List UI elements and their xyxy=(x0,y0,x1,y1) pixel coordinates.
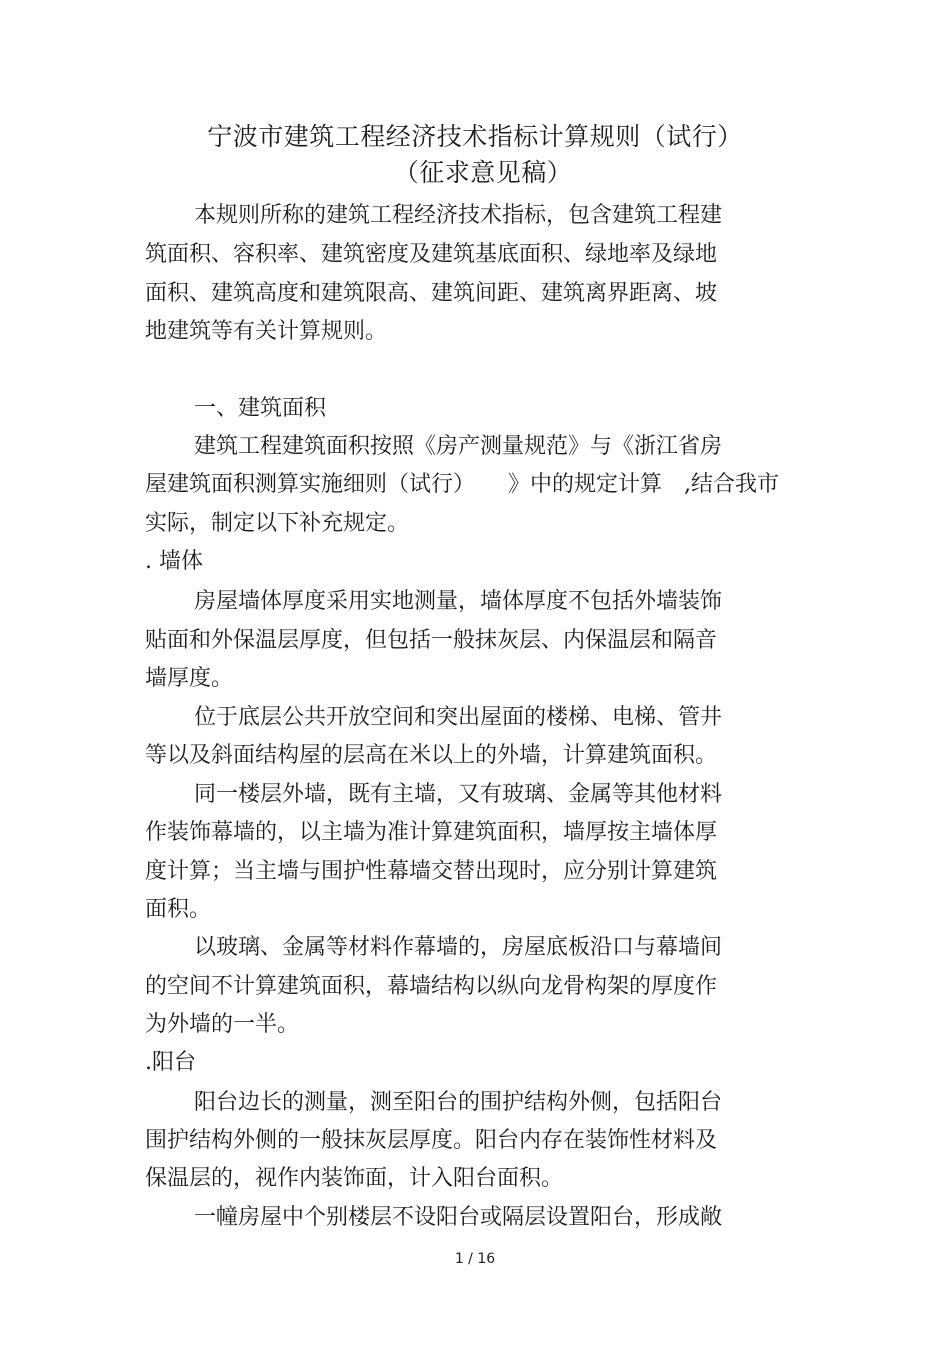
paragraph-line: 房屋墙体厚度采用实地测量，墙体厚度不包括外墙装饰 xyxy=(194,589,723,614)
paragraph-line: 建筑工程建筑面积按照《房产测量规范》与《浙江省房 xyxy=(194,434,723,459)
section-heading: 一、建筑面积 xyxy=(194,396,327,421)
paragraph-line: 位于底层公共开放空间和突出屋面的楼梯、电梯、管井 xyxy=(194,705,723,730)
page-number: 1 / 16 xyxy=(454,1251,496,1267)
paragraph-line: 作装饰幕墙的，以主墙为准计算建筑面积，墙厚按主墙体厚 xyxy=(145,820,718,845)
paragraph-line: 保温层的，视作内装饰面，计入阳台面积。 xyxy=(145,1166,564,1191)
document-subtitle: （征求意见稿） xyxy=(393,158,573,187)
paragraph-line: 同一楼层外墙，既有主墙，又有玻璃、金属等其他材料 xyxy=(194,782,723,807)
intro-line: 本规则所称的建筑工程经济技术指标，包含建筑工程建 xyxy=(194,203,723,228)
paragraph-line: 以玻璃、金属等材料作幕墙的，房屋底板沿口与幕墙间 xyxy=(194,935,723,960)
paragraph-line: 度计算；当主墙与围护性幕墙交替出现时，应分别计算建筑 xyxy=(145,859,718,884)
paragraph-line: 一幢房屋中个别楼层不设阳台或隔层设置阳台，形成敞 xyxy=(194,1205,723,1230)
paragraph-line: 贴面和外保温层厚度，但包括一般抹灰层、内保温层和隔音 xyxy=(145,628,718,653)
paragraph-line: 围护结构外侧的一般抹灰层厚度。阳台内存在装饰性材料及 xyxy=(145,1128,718,1153)
intro-line: 地建筑等有关计算规则。 xyxy=(145,319,388,344)
paragraph-line: 面积。 xyxy=(145,897,212,922)
paragraph-line: 墙厚度。 xyxy=(145,666,234,691)
intro-line: 筑面积、容积率、建筑密度及建筑基底面积、绿地率及绿地 xyxy=(145,242,718,267)
subsection-heading: .阳台 xyxy=(145,1050,196,1075)
paragraph-line: 为外墙的一半。 xyxy=(145,1012,300,1037)
paragraph-line: 的空间不计算建筑面积，幕墙结构以纵向龙骨构架的厚度作 xyxy=(145,974,718,999)
paragraph-line: 等以及斜面结构屋的层高在米以上的外墙，计算建筑面积。 xyxy=(145,743,718,768)
intro-line: 面积、建筑高度和建筑限高、建筑间距、建筑离界距离、坡 xyxy=(145,281,718,306)
document-title: 宁波市建筑工程经济技术指标计算规则（试行） xyxy=(207,122,743,151)
paragraph-line: 阳台边长的测量，测至阳台的围护结构外侧，包括阳台 xyxy=(194,1090,723,1115)
paragraph-line: 实际，制定以下补充规定。 xyxy=(145,511,410,536)
subsection-heading: . 墙体 xyxy=(145,549,203,574)
paragraph-line: 屋建筑面积测算实施细则（试行） 》中的规定计算 ,结合我市 xyxy=(145,472,779,497)
